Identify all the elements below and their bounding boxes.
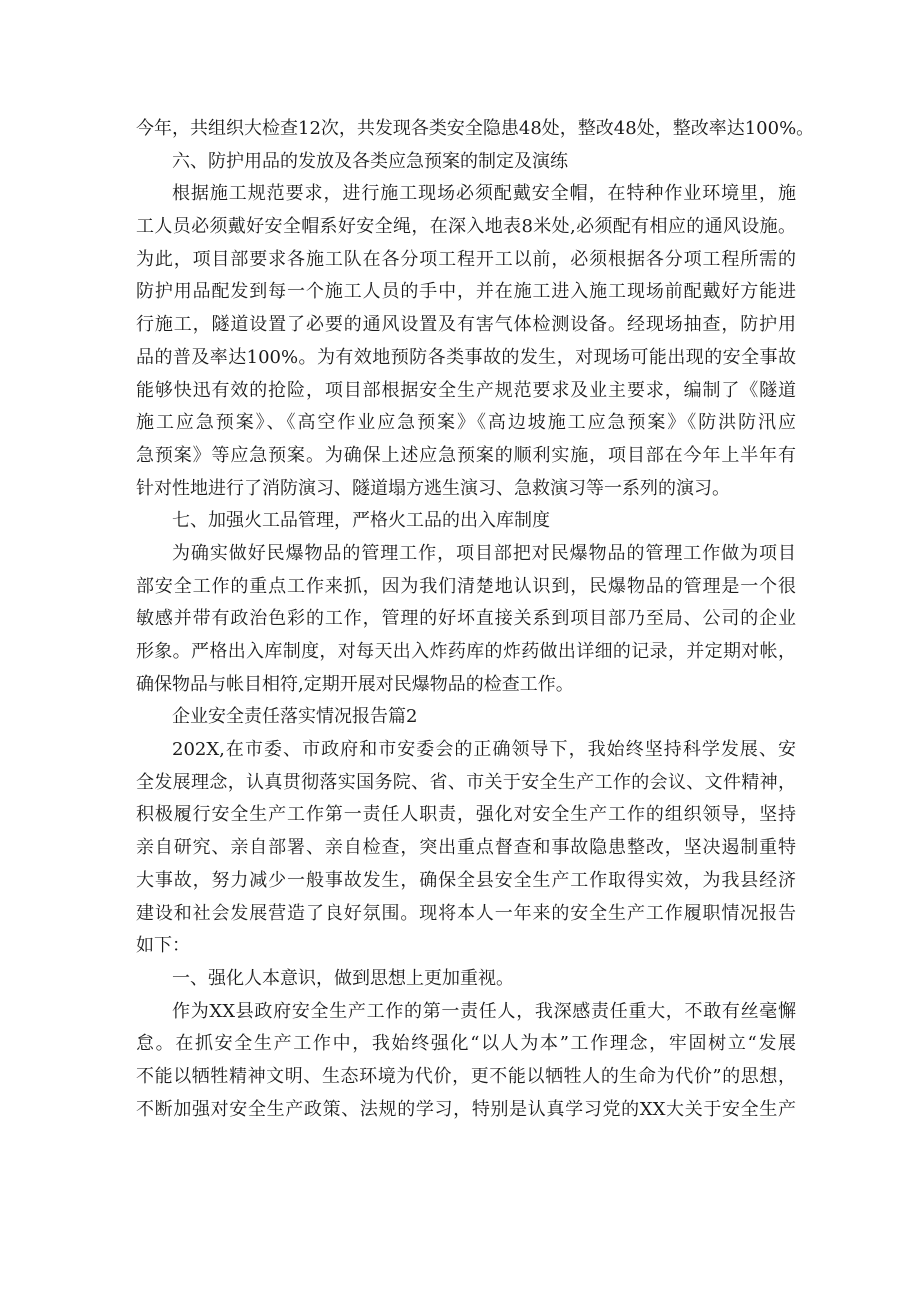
text-line: 积极履行安全生产工作第一责任人职责，强化对安全生产工作的组织领导，坚持	[136, 804, 796, 826]
text-line: 作为XX县政府安全生产工作的第一责任人，我深感责任重大，不敢有丝毫懈	[172, 1000, 796, 1022]
text-line: 行施工，隧道设置了必要的通风设置及有害气体检测设备。经现场抽查，防护用	[136, 314, 796, 336]
text-line: 不断加强对安全生产政策、法规的学习，特别是认真学习党的XX大关于安全生产	[136, 1098, 796, 1120]
text-line: 七、加强火工品管理，严格火工品的出入库制度	[172, 510, 550, 532]
text-line: 一、强化人本意识，做到思想上更加重视。	[172, 967, 514, 989]
text-line: 根据施工规范要求，进行施工现场必须配戴安全帽，在特种作业环境里，施	[172, 183, 796, 205]
text-line: 六、防护用品的发放及各类应急预案的制定及演练	[172, 150, 568, 172]
text-line: 品的普及率达100%。为有效地预防各类事故的发生，对现场可能出现的安全事故	[136, 346, 796, 368]
text-line: 亲自研究、亲自部署、亲自检查，突出重点督查和事故隐患整改，坚决遏制重特	[136, 837, 796, 859]
text-line: 形象。严格出入库制度，对每天出入炸药库的炸药做出详细的记录，并定期对帐，	[136, 641, 796, 662]
text-line: 为此，项目部要求各施工队在各分项工程开工以前，必须根据各分项工程所需的	[136, 248, 796, 270]
text-line: 企业安全责任落实情况报告篇2	[172, 706, 418, 728]
text-line: 能够快迅有效的抢险，项目部根据安全生产规范要求及业主要求，编制了《隧道	[136, 379, 796, 401]
text-line: 防护用品配发到每一个施工人员的手中，并在施工进入施工现场前配戴好方能进	[136, 281, 796, 303]
text-line: 确保物品与帐目相符,定期开展对民爆物品的检查工作。	[136, 673, 574, 695]
text-line: 不能以牺牲精神文明、生态环境为代价，更不能以牺牲人的生命为代价”的思想，	[136, 1065, 796, 1087]
text-line: 施工应急预案》、《高空作业应急预案》《高边坡施工应急预案》《防洪防汛应	[136, 412, 796, 434]
text-line: 针对性地进行了消防演习、隧道塌方逃生演习、急救演习等一系列的演习。	[136, 477, 730, 499]
text-line: 建设和社会发展营造了良好氛围。现将本人一年来的安全生产工作履职情况报告	[136, 902, 796, 924]
text-line: 怠。在抓安全生产工作中，我始终强化“以人为本”工作理念，牢固树立“发展	[136, 1033, 796, 1055]
document-page	[136, 113, 815, 1126]
text-line: 202X,在市委、市政府和市安委会的正确领导下，我始终坚持科学发展、安	[172, 739, 796, 761]
text-line: 急预案》等应急预案。为确保上述应急预案的顺利实施，项目部在今年上半年有	[136, 444, 796, 466]
text-line: 敏感并带有政治色彩的工作，管理的好坏直接关系到项目部乃至局、公司的企业	[136, 608, 796, 630]
text-line: 今年，共组织大检查12次，共发现各类安全隐患48处，整改48处，整改率达100%。	[136, 118, 815, 139]
text-line: 为确实做好民爆物品的管理工作，项目部把对民爆物品的管理工作做为项目	[172, 542, 796, 564]
text-line: 如下：	[136, 935, 190, 957]
text-line: 全发展理念，认真贯彻落实国务院、省、市关于安全生产工作的会议、文件精神，	[136, 771, 796, 793]
text-line: 工人员必须戴好安全帽系好安全绳，在深入地表8米处,必须配有相应的通风设施。	[136, 216, 796, 238]
text-line: 大事故，努力减少一般事故发生，确保全县安全生产工作取得实效，为我县经济	[136, 869, 796, 891]
text-line: 部安全工作的重点工作来抓，因为我们清楚地认识到，民爆物品的管理是一个很	[136, 575, 796, 597]
